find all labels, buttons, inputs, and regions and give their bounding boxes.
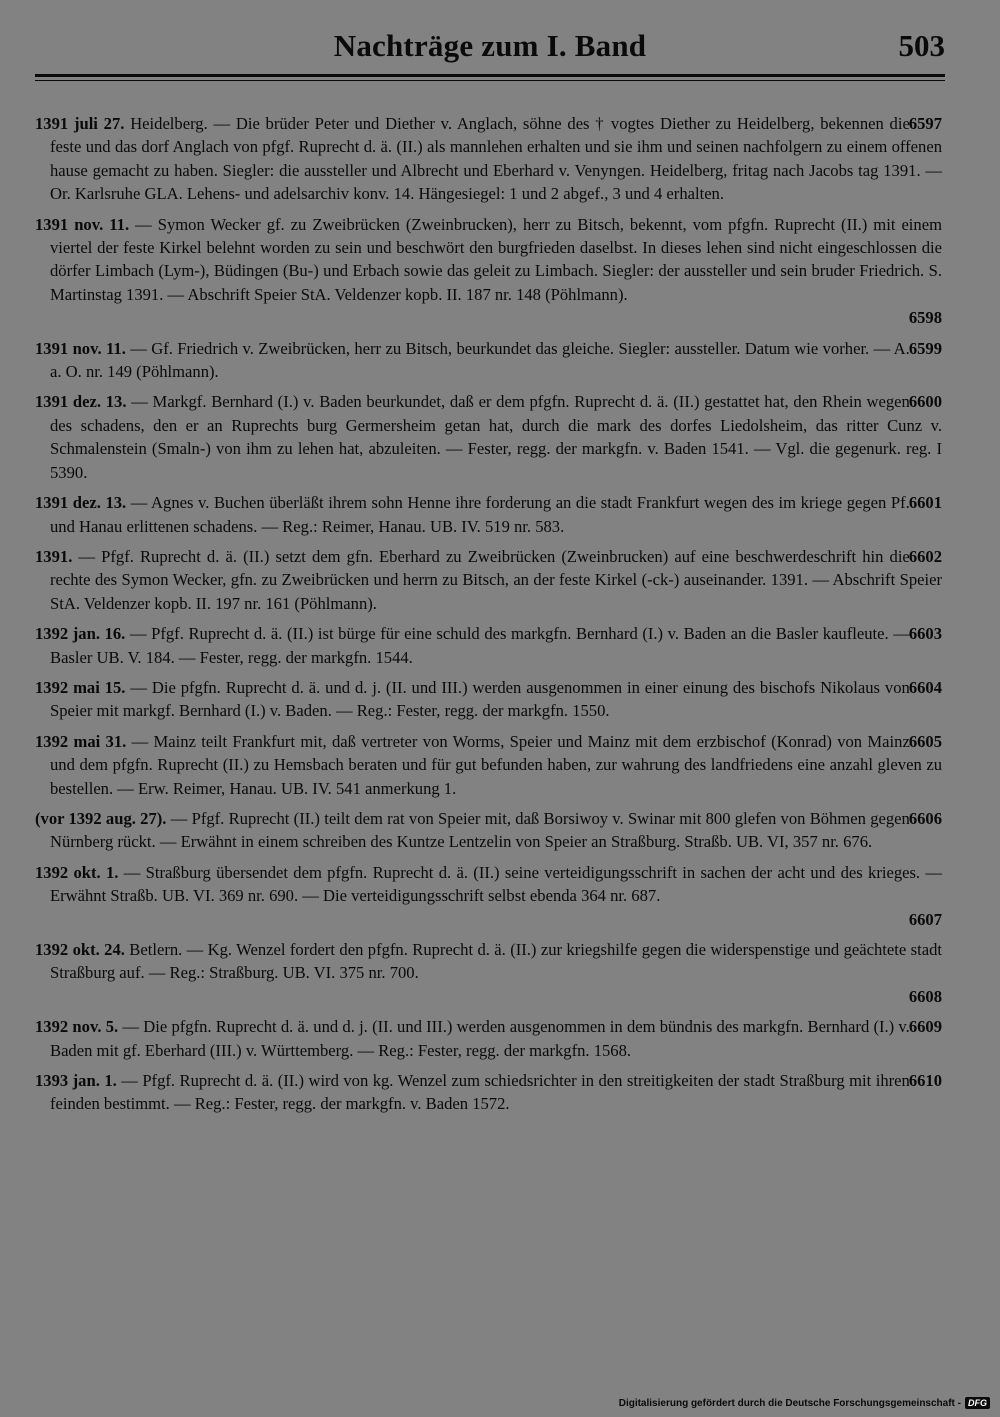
entry-text: — Symon Wecker gf. zu Zweibrücken (Zweinbrucken), herr zu Bitsch, bekennt, vom pfgfn. Ruprecht (II.) mit einem viertel der feste Kirkel belehnt worden zu sein und beschwört den burgfrieden daselbst. In dieses lehen sind nicht eingeschlossen die dörfer Limbach (Lym-), Büdingen (Bu-) und Erbach sowie das geleit zu Limbach. Siegler: der aussteller und sein bruder Friedrich. S. Martinstag 1391. — Abschrift Speier StA. Veldenzer kopb. II. 187 nr. 148 (Pöhlmann).: [50, 214, 942, 304]
page-header: [35, 28, 945, 74]
entry-text: — Mainz teilt Frankfurt mit, daß vertreter von Worms, Speier und Mainz mit dem erzbischof (Konrad) von Mainz und dem pfgfn. Ruprecht (II.) zu Hemsbach beraten und für gut befunden haben, zur wahrung des landfriedens eine anzahl gleven zu bestellen. — Erw. Reimer, Hanau. UB. IV. 541 anmerkung 1.: [50, 731, 942, 798]
entry-number: 6601: [908, 493, 942, 513]
regest-entry: [35, 807, 942, 854]
entry-number: 6605: [908, 731, 942, 751]
entry-date: 1392 okt. 1.: [35, 862, 119, 882]
entry-number: 6599: [908, 338, 942, 358]
entry-date: 1393 jan. 1.: [35, 1071, 117, 1091]
header-rule-thick: [35, 74, 945, 77]
entry-number: 6609: [908, 1017, 942, 1037]
entry-number: 6603: [908, 624, 942, 644]
entry-text: — Pfgf. Ruprecht (II.) teilt dem rat von Speier mit, daß Borsiwoy v. Swinar mit 800 glefen von Böhmen gegen Nürnberg rückt. — Erwähnt in einem schreiben des Kuntze Lentzelin von Speier an Straßburg. Straßb. UB. VI, 357 nr. 676.: [50, 808, 910, 852]
regest-entry: [35, 861, 942, 931]
entry-text: — Pfgf. Ruprecht d. ä. (II.) ist bürge für eine schuld des markgfn. Bernhard (I.) v. Baden an die Basler kaufleute. — Basler UB. V. 184. — Fester, regg. der markgfn. 1544.: [50, 624, 910, 667]
entry-text: Heidelberg. — Die brüder Peter und Diether v. Anglach, söhne des † vogtes Diether zu Heidelberg, bekennen die feste und das dorf Anglach von pfgf. Ruprecht d. ä. (II.) als mannlehen erhalten und sie ihm und seinen nachfolgern zu einem offenen hause gemacht zu haben. Siegler: die aussteller und Albrecht und Eberhard v. Venyngen. Heidelberg, fritag nach Jacobs tag 1391. — Or. Karlsruhe GLA. Lehens- und adelsarchiv konv. 14. Hängesiegel: 1 und 2 abgef., 3 und 4 erhalten.: [50, 114, 942, 204]
entry-text: — Die pfgfn. Ruprecht d. ä. und d. j. (II. und III.) werden ausgenommen in einer einung des bischofs Nikolaus von Speier mit markgf. Bernhard (I.) v. Baden. — Reg.: Fester, regg. der markgfn. 1550.: [50, 677, 910, 721]
entry-date: 1392 nov. 5.: [35, 1017, 119, 1037]
regesta-list: [35, 112, 942, 1123]
entry-text: — Gf. Friedrich v. Zweibrücken, herr zu Bitsch, beurkundet das gleiche. Siegler: aussteller. Datum wie vorher. — A. a. O. nr. 149 (Pöhlmann).: [50, 338, 910, 382]
entry-date: 1392 okt. 24.: [35, 940, 125, 959]
regest-entry: [35, 390, 942, 484]
entry-date: 1391 dez. 13.: [35, 493, 127, 513]
entry-date: 1392 mai 15.: [35, 677, 126, 697]
entry-number: 6608: [908, 986, 942, 1006]
entry-text: — Agnes v. Buchen überläßt ihrem sohn Henne ihre forderung an die stadt Frankfurt wegen des im kriege gegen Pf. und Hanau erlittenen schadens. — Reg.: Reimer, Hanau. UB. IV. 519 nr. 583.: [50, 493, 910, 536]
regest-entry: [35, 676, 942, 723]
regest-entry: [35, 1015, 942, 1062]
entry-text: Betlern. — Kg. Wenzel fordert den pfgfn. Ruprecht d. ä. (II.) zur kriegshilfe gegen die widerspenstige und geächtete stadt Straßburg auf. — Reg.: Straßburg. UB. VI. 375 nr. 700.: [50, 940, 942, 983]
header-rule-thin: [35, 80, 945, 81]
entry-text: — Die pfgfn. Ruprecht d. ä. und d. j. (II. und III.) werden ausgenommen in dem bündnis des markgfn. Bernhard (I.) v. Baden mit gf. Eberhard (III.) v. Württemberg. — Reg.: Fester, regg. der markgfn. 1568.: [50, 1017, 910, 1060]
entry-date: 1391 nov. 11.: [35, 338, 126, 358]
entry-date: 1391 nov. 11.: [35, 214, 130, 234]
entry-number: 6597: [908, 114, 942, 133]
entry-number: 6602: [908, 546, 942, 566]
footer: [619, 1394, 990, 1412]
entry-number: 6598: [908, 308, 942, 328]
entry-number: 6610: [908, 1071, 942, 1091]
entry-date: 1391 dez. 13.: [35, 392, 127, 412]
regest-entry: [35, 730, 942, 800]
page-title: Nachträge zum I. Band: [333, 28, 647, 63]
entry-text: — Markgf. Bernhard (I.) v. Baden beurkundet, daß er dem pfgfn. Ruprecht d. ä. (II.) gestattet hat, den Rhein wegen des schadens, den er an Ruprechts burg Germersheim getan hat, durch die mark des dorfes Liedolsheim, das ritter Cunz v. Schmalenstein (Smaln-) von ihm zu lehen hat, abzuleiten. — Fester, regg. der markgfn. v. Baden 1541. — Vgl. die gegenurk. reg. I 5390.: [50, 392, 942, 482]
dfg-logo-icon: DFG: [965, 1397, 990, 1409]
entry-number: 6607: [908, 909, 942, 929]
footer-text: Digitalisierung gefördert durch die Deutsche Forschungsgemeinschaft -: [618, 1397, 961, 1409]
page-number: 503: [898, 28, 945, 63]
entry-date: 1391 juli 27.: [35, 114, 125, 133]
entry-number: 6600: [908, 392, 942, 412]
entry-date: 1392 jan. 16.: [35, 624, 126, 644]
regest-entry: [35, 1069, 942, 1116]
regest-entry: [35, 491, 942, 538]
regest-entry: [35, 337, 942, 384]
entry-date: 1391.: [35, 546, 73, 566]
entry-text: — Pfgf. Ruprecht d. ä. (II.) setzt dem gfn. Eberhard zu Zweibrücken (Zweinbrucken) auf eine beschwerdeschrift hin die rechte des Symon Wecker, gfn. zu Zweibrücken und herrn zu Bitsch, an der feste Kirkel (-ck-) auseinander. 1391. — Abschrift Speier StA. Veldenzer kopb. II. 197 nr. 161 (Pöhlmann).: [50, 546, 942, 613]
regest-entry: [35, 213, 942, 330]
entry-number: 6606: [908, 808, 942, 828]
entry-number: 6604: [908, 677, 942, 697]
regest-entry: [35, 622, 942, 669]
regest-entry: [35, 938, 942, 1008]
entry-text: — Straßburg übersendet dem pfgfn. Ruprecht d. ä. (II.) seine verteidigungsschrift in sachen der acht und des krieges. — Erwähnt Straßb. UB. VI. 369 nr. 690. — Die verteidigungsschrift selbst ebenda 364 nr. 687.: [50, 862, 942, 906]
regest-entry: [35, 112, 942, 206]
entry-date: 1392 mai 31.: [35, 731, 127, 751]
regest-entry: [35, 545, 942, 615]
entry-date: (vor 1392 aug. 27).: [35, 808, 167, 828]
entry-text: — Pfgf. Ruprecht d. ä. (II.) wird von kg. Wenzel zum schiedsrichter in den streitigkeiten der stadt Straßburg mit ihren feinden bestimmt. — Reg.: Fester, regg. der markgfn. v. Baden 1572.: [50, 1071, 910, 1114]
